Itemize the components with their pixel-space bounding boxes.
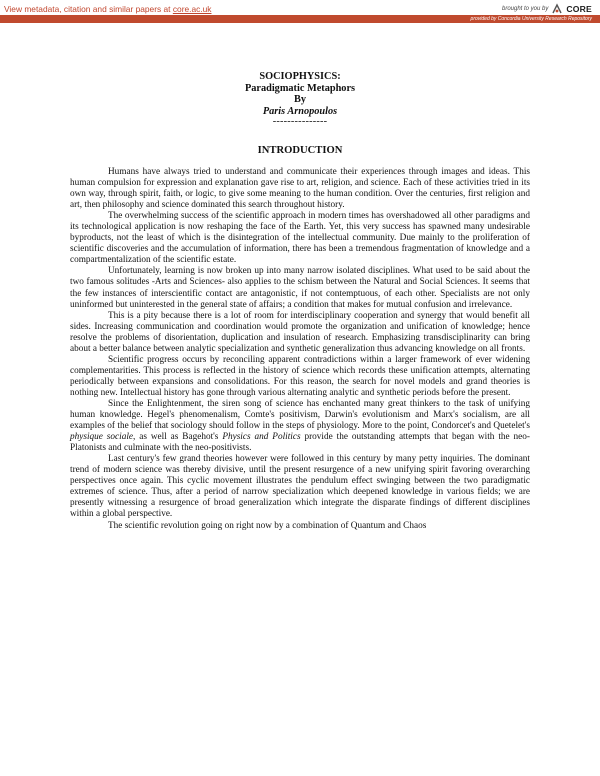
italic-title: Physics and Politics: [222, 432, 301, 443]
core-link[interactable]: core.ac.uk: [172, 4, 212, 14]
core-metadata-link-text[interactable]: [4, 4, 211, 14]
core-logo-icon: [551, 3, 563, 15]
paragraph: Last century's few grand theories however were followed in this century by many petty inquiries. The dominant trend of modern science was thereby divisive, until the present resurgence of a new unifying spirit favoring overarching perspectives once again. This cyclic movement illustrates the pendulum effect swinging between the two paradigmatic extremes of science. Thus, after a period of narrow specialization which deepened knowledge in various fields; we are presently witnessing a resurgence of broad generalization which integrate the disparate findings of different disciplines within a global perspective.: [70, 454, 530, 520]
text-run: Since the Enlightenment, the siren song of science has enchanted many great thinkers to the task of unifying human knowledge. Hegel's phenomenalism, Comte's positivism, Darwin's evolutionism and Marx's socialism, are all examples of the belief that sociology should follow in the steps of physiology. More to the point, Condorcet's and Quetelet's: [70, 398, 530, 432]
body-text: [70, 167, 530, 532]
paragraph-enlightenment: [70, 399, 530, 454]
paragraph: Unfortunately, learning is now broken up into many narrow isolated disciplines. What used to be said about the two famous solitudes -Arts and Sciences- also applies to the schism between the Natural and Social Sciences. It seems that the few instances of interscientific contact are antagonistic, if not contemptuous, of each other. Specialists are not only uninformed but uninterested in the general state of affairs; a condition that makes for mutual confusion and irrelevance.: [70, 266, 530, 310]
title-separator: ---------------: [272, 116, 328, 127]
provided-by-text: provided by Concordia University Research Repository: [470, 15, 592, 22]
brought-by-label: brought to you by: [501, 6, 549, 12]
text-run: , as well as Bagehot's: [133, 432, 223, 443]
section-heading: INTRODUCTION: [257, 145, 343, 156]
author-name: Paris Arnopoulos: [262, 105, 338, 117]
text-run: provide the outstanding attempts that began with the neo-Platonists and culminate with the neo-positivists.: [70, 432, 530, 454]
paragraph: This is a pity because there is a lot of room for interdisciplinary cooperation and synergy that would benefit all sides. Increasing communication and coordination would promote the organization and unification of knowledge; hence resolve the problems of disorientation, duplication and insulation of research. Emphasizing transdisciplinarity can bring about a better balance between analytic specialization and synthetic generalization thus advancing knowledge on all fronts.: [70, 310, 530, 354]
paper-subtitle: Paradigmatic Metaphors: [244, 82, 356, 94]
italic-term: physique sociale: [70, 432, 133, 443]
paragraph: The scientific revolution going on right now by a combination of Quantum and Chaos: [108, 520, 427, 531]
core-logo-text: CORE: [566, 4, 592, 14]
by-line: By: [293, 94, 307, 105]
core-link-prefix: View metadata, citation and similar papers at: [4, 4, 173, 14]
paragraph: The overwhelming success of the scientific approach in modern times has overshadowed all other paradigms and its technological application is now reshaping the face of the Earth. Yet, this very success has spawned many undesirable byproducts, not the least of which is the disintegration of the intellectual community. Due mainly to the proliferation of scientific discoveries and the accumulation of information, there has been a tremendous fragmentation of knowledge and a compartmentalization of the scientific estate.: [70, 211, 530, 266]
paper-title: SOCIOPHYSICS:: [259, 71, 341, 82]
core-brand[interactable]: [502, 2, 592, 16]
paragraph: Scientific progress occurs by reconciling apparent contradictions within a larger framework of ever widening complementarities. This process is reflected in the history of science which records these unification attempts, alternating periodically between expansions and consolidations. For this reason, the search for novel models and grand theories is nothing new. Intellectual history has gone through various alternating analytic and synthetic periods before the present.: [70, 354, 530, 398]
paragraph: Humans have always tried to understand and communicate their experiences through images and ideas. This human compulsion for expression and explanation gave rise to art, religion, and science. Each of these activities tried in its own way, through spirit, faith, or logic, to give some meaning to the human condition. Over the centuries, first religion and art, then philosophy and science dominated this search throughout history.: [70, 167, 530, 211]
